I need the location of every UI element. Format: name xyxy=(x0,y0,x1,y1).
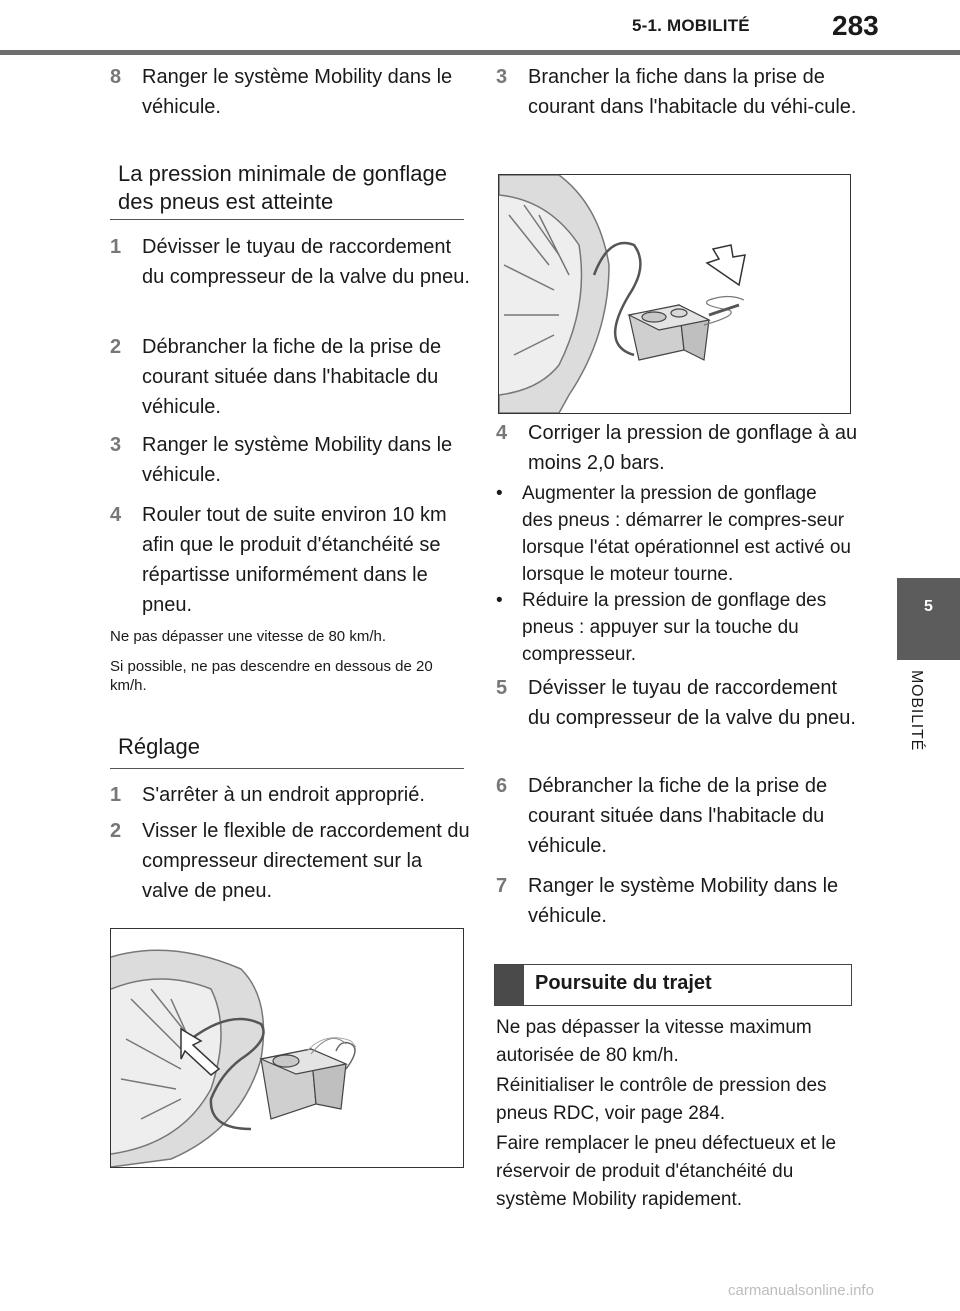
bullet-dot: • xyxy=(496,483,503,504)
page-number: 283 xyxy=(832,10,879,41)
bullet-dot: • xyxy=(496,590,503,611)
step-number: 2 xyxy=(110,820,122,842)
illustration-compressor-on-valve xyxy=(110,928,464,1168)
step-number: 3 xyxy=(110,434,122,456)
step-text: Corriger la pression de gonflage à au moins 2,0 bars. xyxy=(528,422,858,474)
step-6 xyxy=(496,771,856,861)
step-text: S'arrêter à un endroit approprié. xyxy=(142,784,425,806)
watermark: carmanualsonline.info xyxy=(728,1282,874,1299)
step-number: 1 xyxy=(110,784,122,806)
bullet-reduce-pressure xyxy=(496,587,856,668)
step-number: 6 xyxy=(496,775,508,797)
reglage-step-2 xyxy=(110,816,470,906)
pressure-step-4 xyxy=(110,500,470,620)
chapter-tab-label-wrap xyxy=(900,670,930,770)
illustration-compressor-on-valve-drawing xyxy=(111,929,463,1167)
heading-reglage: Réglage xyxy=(118,734,200,759)
note-speed-max: Ne pas dépasser une vitesse de 80 km/h. xyxy=(110,628,386,645)
step-text: Brancher la fiche dans la prise de courant dans l'habitacle du véhi-cule. xyxy=(528,66,857,118)
pressure-step-2 xyxy=(110,332,470,422)
step-text: Rouler tout de suite environ 10 km afin que le produit d'étanchéité se répartisse uniformément dans le pneu. xyxy=(142,504,447,616)
step-number: 2 xyxy=(110,336,122,358)
illustration-compressor-plug xyxy=(498,174,851,414)
heading-rule xyxy=(110,768,464,769)
running-header-section: 5-1. MOBILITÉ xyxy=(632,16,750,35)
step-text: Visser le flexible de raccordement du compresseur directement sur la valve de pneu. xyxy=(142,820,470,902)
step-5 xyxy=(496,673,856,763)
step-text: Dévisser le tuyau de raccordement du compresseur de la valve du pneu. xyxy=(142,236,470,288)
step-8 xyxy=(110,62,470,122)
section-banner-bar xyxy=(495,965,524,1005)
step-number: 3 xyxy=(496,66,508,88)
step-4-correct-pressure xyxy=(496,418,856,478)
reglage-step-1 xyxy=(110,780,470,810)
step-number: 7 xyxy=(496,875,508,897)
pressure-step-1 xyxy=(110,232,470,322)
chapter-tab-number: 5 xyxy=(924,598,933,615)
paragraph-rdc-reset: Réinitialiser le contrôle de pression des pneus RDC, voir page 284. xyxy=(496,1075,827,1124)
step-number: 8 xyxy=(110,66,122,88)
step-text: Ranger le système Mobility dans le véhicule. xyxy=(142,66,453,118)
step-text: Ranger le système Mobility dans le véhicule. xyxy=(528,875,839,927)
header-rule xyxy=(0,50,960,55)
step-number: 4 xyxy=(496,422,508,444)
section-banner-title: Poursuite du trajet xyxy=(535,972,712,994)
step-number: 5 xyxy=(496,677,508,699)
paragraph-replace-tire: Faire remplacer le pneu défectueux et le réservoir de produit d'étanchéité du système Mobility rapidement. xyxy=(496,1133,837,1210)
section-banner xyxy=(494,964,852,1006)
pressure-step-3 xyxy=(110,430,470,490)
step-number: 1 xyxy=(110,236,122,258)
step-text: Ranger le système Mobility dans le véhicule. xyxy=(142,434,453,486)
note-speed-min: Si possible, ne pas descendre en dessous de 20 km/h. xyxy=(110,658,433,694)
illustration-compressor-plug-drawing xyxy=(499,175,850,413)
heading-rule xyxy=(110,219,464,220)
step-text: Débrancher la fiche de la prise de courant située dans l'habitacle du véhicule. xyxy=(528,775,828,857)
bullet-increase-pressure xyxy=(496,480,856,588)
step-7 xyxy=(496,871,856,931)
step-number: 4 xyxy=(110,504,122,526)
chapter-tab-label: MOBILITÉ xyxy=(908,670,925,752)
step-3-plug xyxy=(496,62,856,152)
chapter-tab xyxy=(897,578,960,660)
step-text: Dévisser le tuyau de raccordement du compresseur de la valve du pneu. xyxy=(528,677,856,729)
bullet-text: Réduire la pression de gonflage des pneus : appuyer sur la touche du compresseur. xyxy=(522,590,827,665)
bullet-text: Augmenter la pression de gonflage des pneus : démarrer le compres-seur lorsque l'état opérationnel est activé ou lorsque le moteur tourne. xyxy=(522,483,851,585)
step-text: Débrancher la fiche de la prise de courant située dans l'habitacle du véhicule. xyxy=(142,336,442,418)
heading-minimum-pressure: La pression minimale de gonflage des pneus est atteinte xyxy=(118,161,447,214)
paragraph-speed-limit: Ne pas dépasser la vitesse maximum autorisée de 80 km/h. xyxy=(496,1017,812,1066)
